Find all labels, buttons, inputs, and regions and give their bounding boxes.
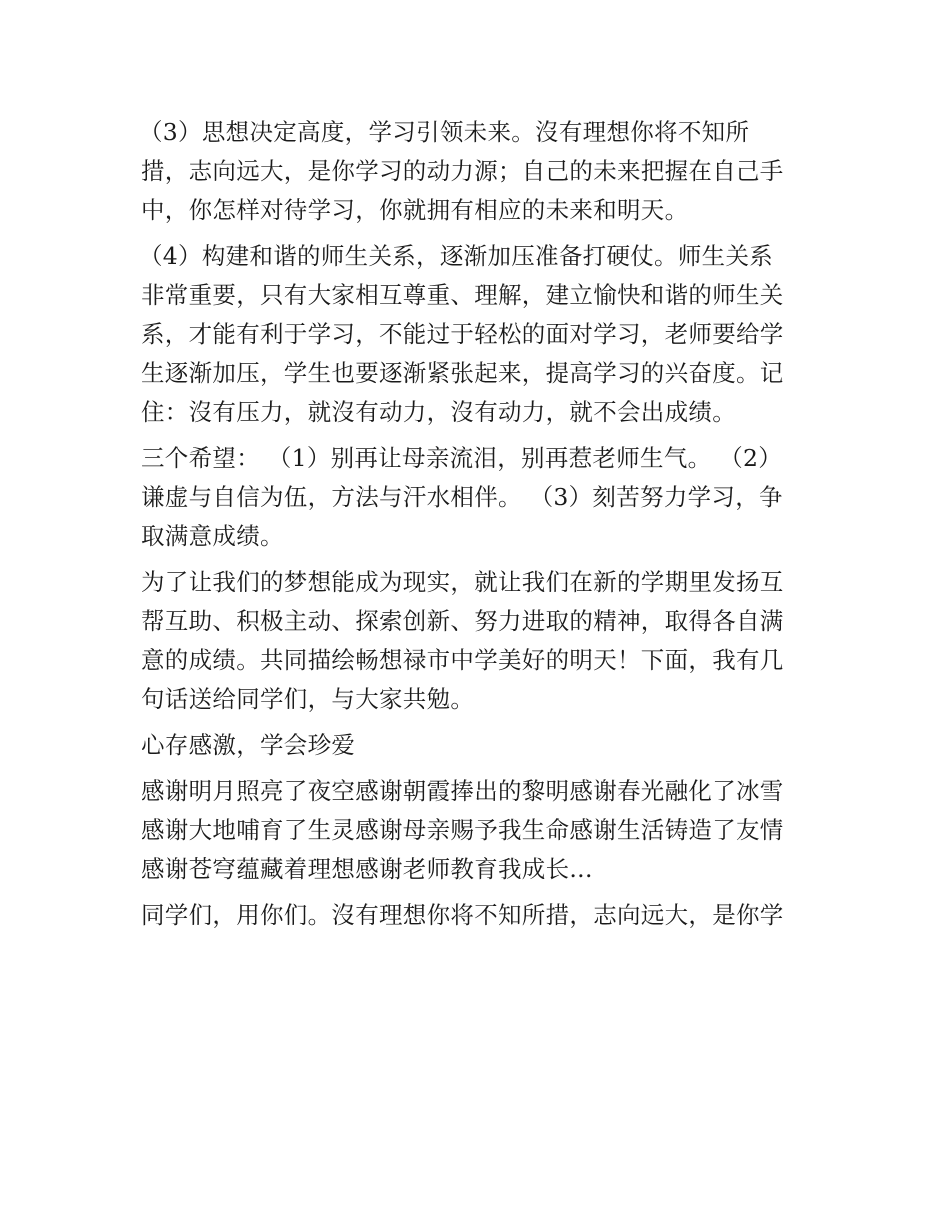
text-line: 同学们，用你们。沒有理想你将不知所措，志向远大，是你学 xyxy=(141,901,784,929)
text-line: 感谢苍穹蕴藏着理想感谢老师教育我成长... xyxy=(141,855,593,883)
text-line: 取满意成绩。 xyxy=(141,522,284,550)
text-line: 措，志向远大，是你学习的动力源；自己的未来把握在自己手 xyxy=(141,157,784,185)
text-line: 句话送给同学们，与大家共勉。 xyxy=(141,685,475,713)
text-line: 中，你怎样对待学习，你就拥有相应的未来和明天。 xyxy=(141,196,689,224)
paragraph xyxy=(141,772,821,889)
paragraph xyxy=(141,563,821,719)
text-line: 住：沒有压力，就沒有动力，沒有动力，就不会出成绩。 xyxy=(141,398,736,426)
text-line: 感谢明月照亮了夜空感谢朝霞捧出的黎明感谢春光融化了冰雪 xyxy=(141,777,784,805)
text-line: 谦虚与自信为伍，方法与汗水相伴。 （3）刻苦努力学习，争 xyxy=(141,483,783,511)
text-line: 帮互助、积极主动、探索创新、努力进取的精神，取得各自满 xyxy=(141,607,784,635)
paragraph xyxy=(141,896,821,935)
document-page xyxy=(141,113,821,935)
paragraph xyxy=(141,113,821,230)
text-line: （3）思想决定高度，学习引领未来。沒有理想你将不知所 xyxy=(139,118,750,146)
paragraph xyxy=(141,237,821,432)
text-line: 三个希望： （1）别再让母亲流泪，别再惹老师生气。 （2） xyxy=(141,444,783,472)
paragraph xyxy=(141,439,821,556)
text-line: 意的成绩。共同描绘畅想禄市中学美好的明天！下面，我有几 xyxy=(141,646,784,674)
text-line: 为了让我们的梦想能成为现实，就让我们在新的学期里发扬互 xyxy=(141,568,784,596)
text-line: 生逐渐加压，学生也要逐渐紧张起来，提高学习的兴奋度。记 xyxy=(141,359,784,387)
text-line: 心存感激，学会珍爱 xyxy=(141,731,356,759)
text-line: 系，才能有利于学习，不能过于轻松的面对学习，老师要给学 xyxy=(141,320,784,348)
text-line: 感谢大地哺育了生灵感谢母亲赐予我生命感谢生活铸造了友情 xyxy=(141,816,784,844)
paragraph xyxy=(141,726,821,765)
text-line: （4）构建和谐的师生关系，逐渐加压准备打硬仗。师生关系 xyxy=(139,242,774,270)
text-line: 非常重要，只有大家相互尊重、理解，建立愉快和谐的师生关 xyxy=(141,281,784,309)
